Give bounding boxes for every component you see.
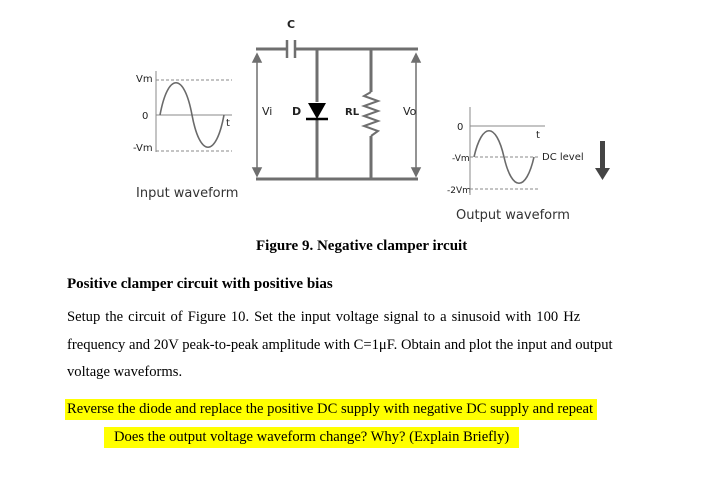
input-axis-vm: Vm [136, 74, 153, 85]
output-axis-zero: 0 [457, 122, 464, 133]
dc-level-arrow [595, 141, 610, 180]
paragraph-line-2: frequency and 20V peak-to-peak amplitude with C=1μF. Obtain and plot the input and output [67, 337, 613, 353]
vi-label: Vi [262, 105, 273, 118]
input-waveform-label: Input waveform [136, 186, 239, 201]
highlighted-line-1: Reverse the diode and replace the positive DC supply with negative DC supply and repeat [65, 399, 597, 420]
output-waveform-label: Output waveform [456, 208, 570, 223]
diode [306, 103, 328, 119]
input-axis-neg-vm: -Vm [133, 143, 153, 154]
output-waveform-plot [447, 107, 610, 223]
diode-label: D [292, 105, 302, 118]
dc-level-label: DC level [542, 152, 584, 163]
vo-label: Vo [403, 105, 417, 118]
figure-caption: Figure 9. Negative clamper ircuit [256, 238, 468, 254]
input-axis-zero: 0 [142, 111, 149, 122]
paragraph-line-1: Setup the circuit of Figure 10. Set the input voltage signal to a sinusoid with 100 Hz [67, 309, 581, 325]
output-axis-neg-2vm: -2Vm [447, 186, 471, 196]
clamper-circuit [256, 40, 418, 179]
rl-label: RL [345, 107, 360, 118]
capacitor-label: C [287, 18, 296, 31]
highlighted-line-2: Does the output voltage waveform change? Why? (Explain Briefly) [104, 427, 519, 448]
load-resistor [364, 92, 378, 136]
negative-clamper-figure [0, 0, 718, 235]
output-axis-t: t [536, 130, 540, 141]
output-axis-neg-vm: -Vm [452, 154, 470, 164]
paragraph-line-3: voltage waveforms. [67, 364, 183, 380]
vi-arrow [253, 54, 261, 176]
input-waveform-plot [133, 71, 238, 201]
section-heading: Positive clamper circuit with positive bias [67, 276, 333, 292]
input-axis-t: t [226, 118, 230, 129]
